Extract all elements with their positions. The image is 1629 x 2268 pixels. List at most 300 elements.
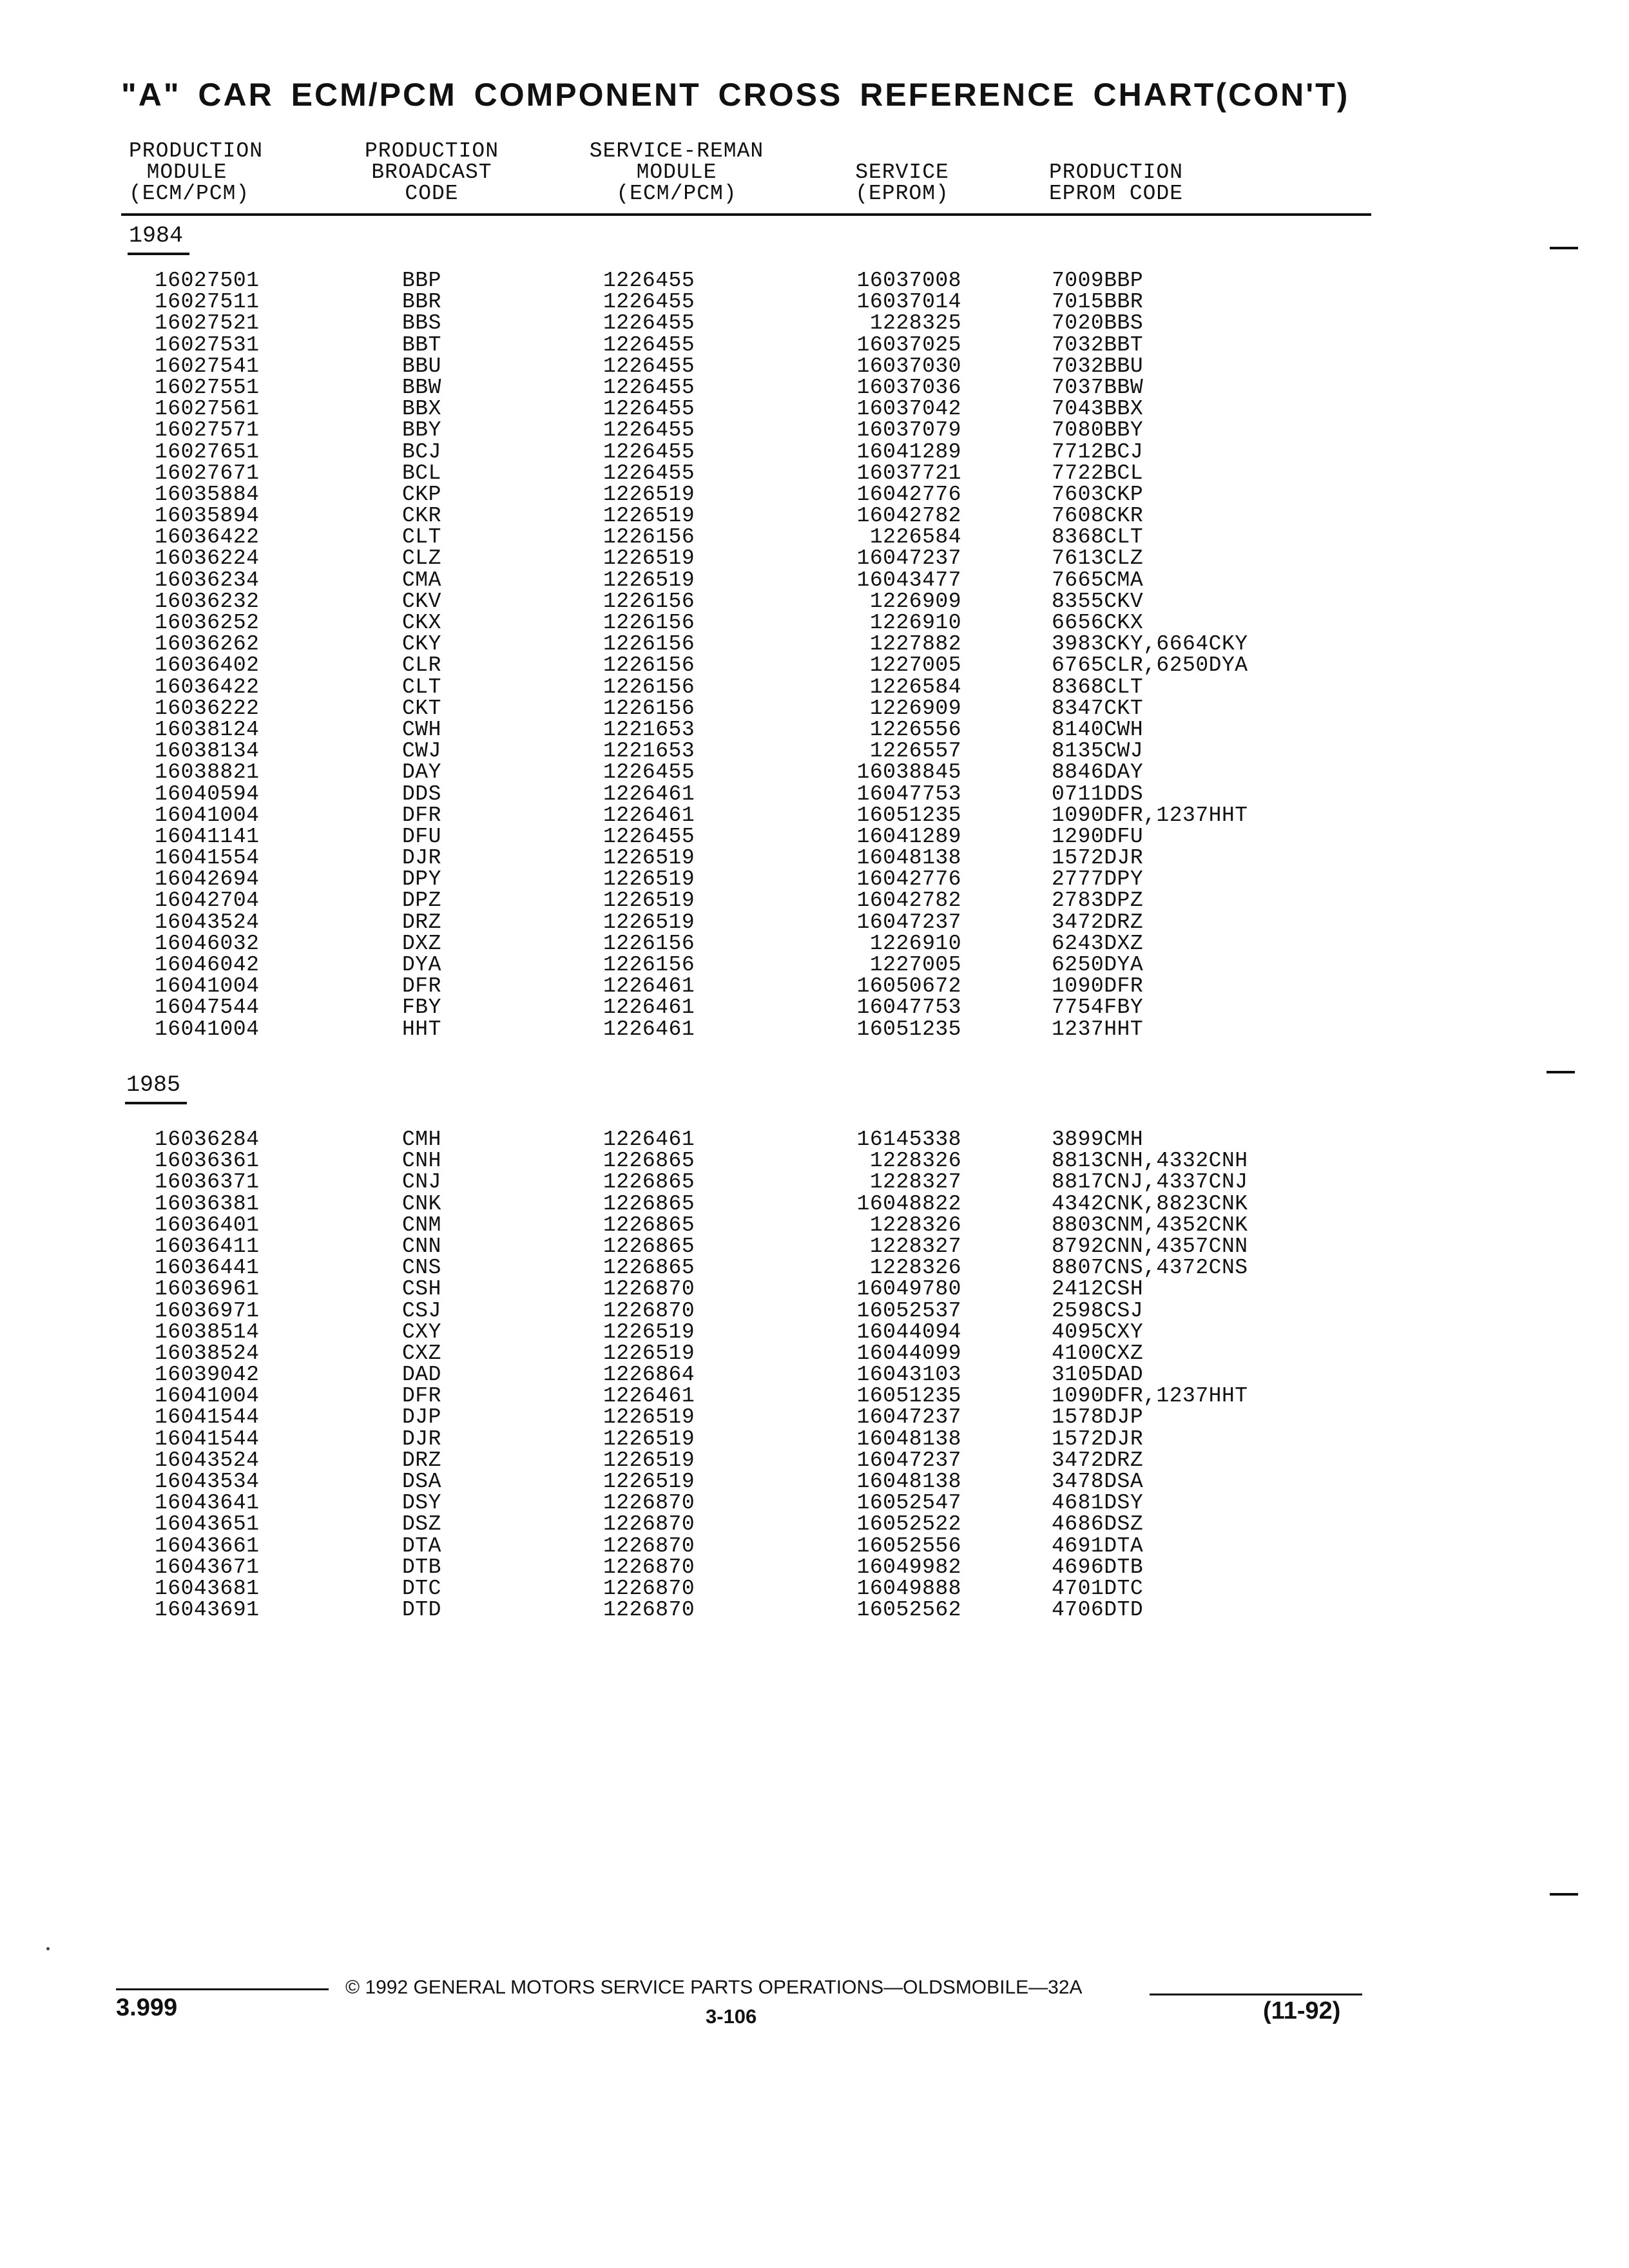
table-row	[0, 975, 1629, 997]
cell-production-eprom-code: 3478DSA	[1052, 1470, 1144, 1494]
cell-service-eprom: 16037030	[856, 354, 961, 378]
footer-copyright: © 1992 GENERAL MOTORS SERVICE PARTS OPERATIONS—OLDSMOBILE—32A	[345, 1977, 1083, 1998]
cell-broadcast-code: DSA	[402, 1470, 441, 1494]
cell-service-eprom: 16037079	[856, 418, 961, 443]
cell-service-reman-module: 1226865	[603, 1149, 695, 1173]
cell-production-eprom-code: 7015BBR	[1052, 290, 1144, 314]
cell-broadcast-code: CKR	[402, 504, 441, 528]
cell-service-reman-module: 1226870	[603, 1298, 695, 1323]
table-row	[0, 484, 1629, 505]
cell-broadcast-code: CNN	[402, 1234, 441, 1258]
cell-broadcast-code: DSY	[402, 1491, 441, 1515]
cell-production-module: 16042704	[155, 889, 260, 913]
footer-rule-left	[116, 1988, 329, 1990]
cell-service-reman-module: 1226865	[603, 1256, 695, 1280]
cell-service-eprom: 16042776	[856, 482, 961, 506]
header-line: BROADCAST	[371, 160, 492, 184]
header-line: PRODUCTION	[1049, 160, 1184, 184]
header-production-eprom-code	[1049, 162, 1217, 204]
cell-broadcast-code: CNJ	[402, 1170, 441, 1195]
cell-production-module: 16027651	[155, 439, 260, 464]
table-row	[0, 890, 1629, 911]
cell-service-eprom: 16049780	[856, 1277, 961, 1302]
table-row	[0, 762, 1629, 783]
table-row	[0, 1129, 1629, 1150]
table-1984	[0, 270, 1629, 1040]
cell-production-eprom-code: 3472DRZ	[1052, 1448, 1144, 1472]
cell-service-eprom: 1226584	[869, 525, 961, 550]
table-row	[0, 291, 1629, 312]
cell-production-eprom-code: 3983CKY,6664CKY	[1052, 632, 1248, 657]
cell-service-eprom: 1228325	[869, 311, 961, 336]
cell-production-module: 16041004	[155, 1384, 260, 1408]
cell-service-eprom: 16049982	[856, 1555, 961, 1579]
cell-service-reman-module: 1226156	[603, 696, 695, 720]
cell-service-eprom: 16044094	[856, 1320, 961, 1344]
cell-broadcast-code: CLR	[402, 653, 441, 678]
cell-service-eprom: 1226910	[869, 611, 961, 635]
cell-production-module: 16043681	[155, 1576, 260, 1600]
cell-production-eprom-code: 8817CNJ,4337CNJ	[1052, 1170, 1248, 1195]
table-row	[0, 1492, 1629, 1514]
cell-service-eprom: 16048822	[856, 1191, 961, 1216]
cell-broadcast-code: CSJ	[402, 1298, 441, 1323]
cell-service-reman-module: 1226455	[603, 824, 695, 849]
cell-production-eprom-code: 3899CMH	[1052, 1128, 1144, 1151]
cell-service-eprom: 16051235	[856, 803, 961, 827]
cell-production-module: 16036252	[155, 611, 260, 635]
cell-production-module: 16027501	[155, 269, 260, 293]
cell-production-module: 16038821	[155, 760, 260, 785]
table-row	[0, 677, 1629, 698]
cell-service-eprom: 16052556	[856, 1533, 961, 1558]
cell-production-module: 16027541	[155, 354, 260, 378]
cell-production-eprom-code: 4706DTD	[1052, 1598, 1144, 1622]
cell-service-eprom: 1226584	[869, 675, 961, 699]
cell-production-module: 16036401	[155, 1213, 260, 1237]
cell-service-reman-module: 1226519	[603, 1341, 695, 1365]
cell-production-module: 16036361	[155, 1149, 260, 1173]
cell-broadcast-code: CSH	[402, 1277, 441, 1302]
cell-service-reman-module: 1226455	[603, 332, 695, 357]
cell-service-reman-module: 1226455	[603, 375, 695, 399]
cell-broadcast-code: BBS	[402, 311, 441, 336]
cell-production-module: 16036411	[155, 1234, 260, 1258]
table-row	[0, 655, 1629, 676]
cell-service-eprom: 1226910	[869, 931, 961, 956]
footer-left-code: 3.999	[116, 1994, 178, 2021]
table-row	[0, 1300, 1629, 1321]
cell-service-reman-module: 1226519	[603, 1427, 695, 1451]
table-row	[0, 312, 1629, 334]
cell-broadcast-code: CXZ	[402, 1341, 441, 1365]
cell-production-eprom-code: 8807CNS,4372CNS	[1052, 1256, 1248, 1280]
table-row	[0, 270, 1629, 291]
cell-service-eprom: 1228326	[869, 1149, 961, 1173]
cell-production-module: 16046042	[155, 953, 260, 977]
cell-production-eprom-code: 1090DFR,1237HHT	[1052, 803, 1248, 827]
cell-service-reman-module: 1226461	[603, 1128, 695, 1151]
table-row	[0, 847, 1629, 869]
table-row	[0, 398, 1629, 419]
cell-broadcast-code: CLT	[402, 675, 441, 699]
cell-production-module: 16038524	[155, 1341, 260, 1365]
cell-production-module: 16036234	[155, 568, 260, 592]
cell-service-eprom: 1226557	[869, 739, 961, 764]
cell-broadcast-code: DDS	[402, 782, 441, 806]
cell-production-module: 16043691	[155, 1598, 260, 1622]
table-row	[0, 334, 1629, 356]
cell-production-eprom-code: 7020BBS	[1052, 311, 1144, 336]
cell-production-eprom-code: 7009BBP	[1052, 269, 1144, 293]
table-row	[0, 1257, 1629, 1278]
cell-production-eprom-code: 1237HHT	[1052, 1017, 1144, 1041]
page-title: "A" CAR ECM/PCM COMPONENT CROSS REFERENCE CHART(CON'T)	[121, 77, 1350, 113]
table-row	[0, 1215, 1629, 1236]
cell-service-reman-module: 1226455	[603, 760, 695, 785]
cell-service-eprom: 1228327	[869, 1170, 961, 1195]
cell-production-eprom-code: 8355CKV	[1052, 589, 1144, 613]
cell-production-eprom-code: 8803CNM,4352CNK	[1052, 1213, 1248, 1237]
cell-service-reman-module: 1226455	[603, 354, 695, 378]
cell-service-eprom: 16048138	[856, 846, 961, 870]
cell-production-eprom-code: 1090DFR,1237HHT	[1052, 1384, 1248, 1408]
cell-production-eprom-code: 3472DRZ	[1052, 910, 1144, 934]
cell-production-eprom-code: 4100CXZ	[1052, 1341, 1144, 1365]
cell-production-module: 16027521	[155, 311, 260, 336]
cell-broadcast-code: CNK	[402, 1191, 441, 1216]
table-row	[0, 1385, 1629, 1407]
cell-production-module: 16041544	[155, 1427, 260, 1451]
cell-broadcast-code: CKP	[402, 482, 441, 506]
cell-production-eprom-code: 8368CLT	[1052, 675, 1144, 699]
footer-page-number: 3-106	[706, 2005, 757, 2028]
cell-production-eprom-code: 7037BBW	[1052, 375, 1144, 399]
cell-broadcast-code: BBP	[402, 269, 441, 293]
cell-service-eprom: 1228326	[869, 1213, 961, 1237]
cell-service-reman-module: 1226865	[603, 1234, 695, 1258]
table-row	[0, 805, 1629, 826]
table-row	[0, 826, 1629, 847]
cell-production-eprom-code: 6250DYA	[1052, 953, 1144, 977]
cell-production-module: 16036961	[155, 1277, 260, 1302]
table-row	[0, 954, 1629, 975]
cell-production-eprom-code: 6656CKX	[1052, 611, 1144, 635]
cell-production-module: 16041554	[155, 846, 260, 870]
cell-production-module: 16036402	[155, 653, 260, 678]
cell-production-eprom-code: 7722BCL	[1052, 461, 1144, 485]
table-row	[0, 1364, 1629, 1385]
footer-date-code: (11-92)	[1263, 1997, 1341, 2024]
cell-production-module: 16038124	[155, 717, 260, 742]
cell-production-module: 16040594	[155, 782, 260, 806]
header-rule	[121, 213, 1371, 216]
cell-broadcast-code: DJR	[402, 846, 441, 870]
cell-production-module: 16043534	[155, 1470, 260, 1494]
cell-broadcast-code: BBX	[402, 397, 441, 421]
cell-production-module: 16038514	[155, 1320, 260, 1344]
table-row	[0, 1150, 1629, 1171]
table-row	[0, 933, 1629, 954]
cell-broadcast-code: DRZ	[402, 1448, 441, 1472]
header-line: (ECM/PCM)	[129, 182, 250, 206]
cell-production-eprom-code: 7043BBX	[1052, 397, 1144, 421]
table-row	[0, 1599, 1629, 1620]
table-row	[0, 570, 1629, 591]
cell-broadcast-code: BBR	[402, 290, 441, 314]
cell-service-reman-module: 1226870	[603, 1555, 695, 1579]
table-row	[0, 698, 1629, 719]
cell-service-eprom: 16047237	[856, 546, 961, 571]
table-row	[0, 1407, 1629, 1428]
cell-production-module: 16027531	[155, 332, 260, 357]
table-row	[0, 1278, 1629, 1300]
cell-production-module: 16027571	[155, 418, 260, 443]
cell-service-reman-module: 1226519	[603, 568, 695, 592]
header-line: PRODUCTION	[129, 139, 264, 163]
cell-service-eprom: 1227005	[869, 953, 961, 977]
cell-broadcast-code: CKY	[402, 632, 441, 657]
cell-broadcast-code: BCL	[402, 461, 441, 485]
cell-service-eprom: 16051235	[856, 1384, 961, 1408]
margin-tick	[1550, 1893, 1578, 1896]
cell-service-eprom: 16037036	[856, 375, 961, 399]
cell-service-reman-module: 1226156	[603, 589, 695, 613]
cell-service-eprom: 16047237	[856, 910, 961, 934]
cell-service-reman-module: 1226865	[603, 1170, 695, 1195]
cell-production-eprom-code: 7032BBT	[1052, 332, 1144, 357]
cell-broadcast-code: DTC	[402, 1576, 441, 1600]
cell-production-module: 16039042	[155, 1363, 260, 1387]
cell-production-module: 16035894	[155, 504, 260, 528]
cell-production-module: 16043641	[155, 1491, 260, 1515]
cell-service-reman-module: 1226156	[603, 653, 695, 678]
cell-service-reman-module: 1226455	[603, 439, 695, 464]
cell-broadcast-code: DPZ	[402, 889, 441, 913]
cell-production-module: 16046032	[155, 931, 260, 956]
cell-production-eprom-code: 2783DPZ	[1052, 889, 1144, 913]
cell-production-module: 16036971	[155, 1298, 260, 1323]
header-line: SERVICE	[855, 160, 949, 184]
cell-production-module: 16027551	[155, 375, 260, 399]
cell-production-module: 16043524	[155, 1448, 260, 1472]
table-row	[0, 526, 1629, 548]
cell-production-eprom-code: 7712BCJ	[1052, 439, 1144, 464]
cell-broadcast-code: BBU	[402, 354, 441, 378]
table-row	[0, 912, 1629, 933]
cell-broadcast-code: CLZ	[402, 546, 441, 571]
cell-broadcast-code: DJR	[402, 1427, 441, 1451]
cell-service-eprom: 16037008	[856, 269, 961, 293]
cell-service-reman-module: 1226455	[603, 397, 695, 421]
cell-production-eprom-code: 7754FBY	[1052, 995, 1144, 1020]
year-underline	[125, 1102, 187, 1104]
cell-service-reman-module: 1226455	[603, 290, 695, 314]
cell-service-reman-module: 1226455	[603, 269, 695, 293]
cell-production-eprom-code: 8792CNN,4357CNN	[1052, 1234, 1248, 1258]
cell-service-eprom: 16038845	[856, 760, 961, 785]
cell-production-eprom-code: 2598CSJ	[1052, 1298, 1144, 1323]
cell-production-module: 16035884	[155, 482, 260, 506]
cell-service-reman-module: 1226156	[603, 632, 695, 657]
cell-broadcast-code: DFR	[402, 803, 441, 827]
cell-broadcast-code: BBY	[402, 418, 441, 443]
cell-service-reman-module: 1226156	[603, 953, 695, 977]
table-row	[0, 1450, 1629, 1471]
cell-service-reman-module: 1226455	[603, 461, 695, 485]
table-row	[0, 719, 1629, 740]
cell-service-reman-module: 1226519	[603, 1320, 695, 1344]
cell-service-eprom: 16052562	[856, 1598, 961, 1622]
table-1985	[0, 1129, 1629, 1620]
cell-production-eprom-code: 8846DAY	[1052, 760, 1144, 785]
header-line: (EPROM)	[855, 182, 949, 206]
cell-service-reman-module: 1226870	[603, 1512, 695, 1537]
cell-service-eprom: 1228326	[869, 1256, 961, 1280]
cell-production-eprom-code: 3105DAD	[1052, 1363, 1144, 1387]
cell-service-eprom: 16049888	[856, 1576, 961, 1600]
cell-service-eprom: 16044099	[856, 1341, 961, 1365]
cell-broadcast-code: HHT	[402, 1017, 441, 1041]
cell-broadcast-code: DYA	[402, 953, 441, 977]
cell-production-module: 16036441	[155, 1256, 260, 1280]
cell-service-eprom: 16043103	[856, 1363, 961, 1387]
header-line: MODULE	[636, 160, 717, 184]
table-row	[0, 869, 1629, 890]
cell-broadcast-code: BBT	[402, 332, 441, 357]
cell-broadcast-code: DPY	[402, 867, 441, 892]
cell-production-eprom-code: 0711DDS	[1052, 782, 1144, 806]
table-row	[0, 740, 1629, 762]
footer-rule-right	[1150, 1994, 1362, 1995]
cell-service-reman-module: 1226864	[603, 1363, 695, 1387]
cell-service-reman-module: 1226865	[603, 1213, 695, 1237]
cell-service-eprom: 16047237	[856, 1405, 961, 1430]
cell-service-reman-module: 1226870	[603, 1277, 695, 1302]
cell-broadcast-code: CWJ	[402, 739, 441, 764]
cell-service-eprom: 1227005	[869, 653, 961, 678]
cell-production-module: 16036371	[155, 1170, 260, 1195]
table-row	[0, 997, 1629, 1018]
cell-production-eprom-code: 7613CLZ	[1052, 546, 1144, 571]
cell-broadcast-code: CMH	[402, 1128, 441, 1151]
cell-service-eprom: 16037721	[856, 461, 961, 485]
cell-production-module: 16036222	[155, 696, 260, 720]
cell-service-reman-module: 1221653	[603, 739, 695, 764]
header-line: CODE	[405, 182, 459, 206]
cell-broadcast-code: BCJ	[402, 439, 441, 464]
cell-production-eprom-code: 4681DSY	[1052, 1491, 1144, 1515]
cell-broadcast-code: DTA	[402, 1533, 441, 1558]
cell-service-reman-module: 1226519	[603, 889, 695, 913]
cell-production-module: 16036422	[155, 525, 260, 550]
cell-service-eprom: 16047237	[856, 1448, 961, 1472]
cell-service-eprom: 16050672	[856, 974, 961, 999]
cell-broadcast-code: DTB	[402, 1555, 441, 1579]
header-line: EPROM CODE	[1049, 182, 1184, 206]
cell-broadcast-code: DAD	[402, 1363, 441, 1387]
cell-broadcast-code: CNS	[402, 1256, 441, 1280]
table-row	[0, 1428, 1629, 1450]
header-line: SERVICE-REMAN	[589, 139, 764, 163]
margin-tick	[1550, 247, 1578, 249]
cell-production-module: 16043524	[155, 910, 260, 934]
cell-broadcast-code: DFR	[402, 1384, 441, 1408]
table-row	[0, 1321, 1629, 1343]
cell-production-eprom-code: 4696DTB	[1052, 1555, 1144, 1579]
header-service-reman-module	[583, 140, 770, 204]
cell-production-eprom-code: 1578DJP	[1052, 1405, 1144, 1430]
cell-service-eprom: 16051235	[856, 1017, 961, 1041]
cell-production-module: 16036232	[155, 589, 260, 613]
cell-production-module: 16043651	[155, 1512, 260, 1537]
cell-service-eprom: 16037025	[856, 332, 961, 357]
cell-production-module: 16036422	[155, 675, 260, 699]
scan-speck	[46, 1947, 50, 1950]
cell-production-module: 16036262	[155, 632, 260, 657]
cell-service-eprom: 16047753	[856, 782, 961, 806]
cell-service-reman-module: 1226519	[603, 910, 695, 934]
cell-production-module: 16041004	[155, 974, 260, 999]
header-production-module	[129, 139, 264, 206]
cell-service-reman-module: 1226519	[603, 504, 695, 528]
cell-service-reman-module: 1226519	[603, 1405, 695, 1430]
cell-service-eprom: 1228327	[869, 1234, 961, 1258]
table-row	[0, 548, 1629, 569]
cell-broadcast-code: DRZ	[402, 910, 441, 934]
cell-service-reman-module: 1226461	[603, 974, 695, 999]
cell-production-module: 16027511	[155, 290, 260, 314]
table-row	[0, 1471, 1629, 1492]
cell-production-module: 16043661	[155, 1533, 260, 1558]
cell-service-reman-module: 1226461	[603, 782, 695, 806]
cell-production-module: 16041004	[155, 1017, 260, 1041]
cell-service-eprom: 1226909	[869, 589, 961, 613]
cell-production-eprom-code: 1572DJR	[1052, 1427, 1144, 1451]
cell-service-reman-module: 1226870	[603, 1598, 695, 1622]
cell-service-reman-module: 1226156	[603, 931, 695, 956]
cell-service-reman-module: 1226519	[603, 1470, 695, 1494]
cell-service-reman-module: 1226156	[603, 525, 695, 550]
cell-service-eprom: 16052522	[856, 1512, 961, 1537]
cell-production-eprom-code: 4701DTC	[1052, 1576, 1144, 1600]
cell-production-module: 16041004	[155, 803, 260, 827]
cell-broadcast-code: CLT	[402, 525, 441, 550]
cell-service-reman-module: 1226519	[603, 846, 695, 870]
cell-production-eprom-code: 4686DSZ	[1052, 1512, 1144, 1537]
cell-production-eprom-code: 7032BBU	[1052, 354, 1144, 378]
header-service-eprom	[838, 162, 967, 204]
cell-service-reman-module: 1226519	[603, 867, 695, 892]
cell-service-eprom: 1226909	[869, 696, 961, 720]
cell-production-module: 16038134	[155, 739, 260, 764]
cell-service-eprom: 16041289	[856, 824, 961, 849]
table-row	[0, 783, 1629, 805]
cell-broadcast-code: DTD	[402, 1598, 441, 1622]
header-line: (ECM/PCM)	[616, 182, 737, 206]
cell-service-eprom: 16145338	[856, 1128, 961, 1151]
table-row	[0, 1343, 1629, 1364]
table-row	[0, 612, 1629, 633]
cell-service-eprom: 1226556	[869, 717, 961, 742]
header-broadcast-code	[358, 140, 506, 204]
table-row	[0, 1193, 1629, 1215]
cell-broadcast-code: BBW	[402, 375, 441, 399]
cell-production-module: 16042694	[155, 867, 260, 892]
year-heading-1984: 1984	[129, 223, 184, 249]
table-row	[0, 377, 1629, 398]
table-row	[0, 505, 1629, 526]
